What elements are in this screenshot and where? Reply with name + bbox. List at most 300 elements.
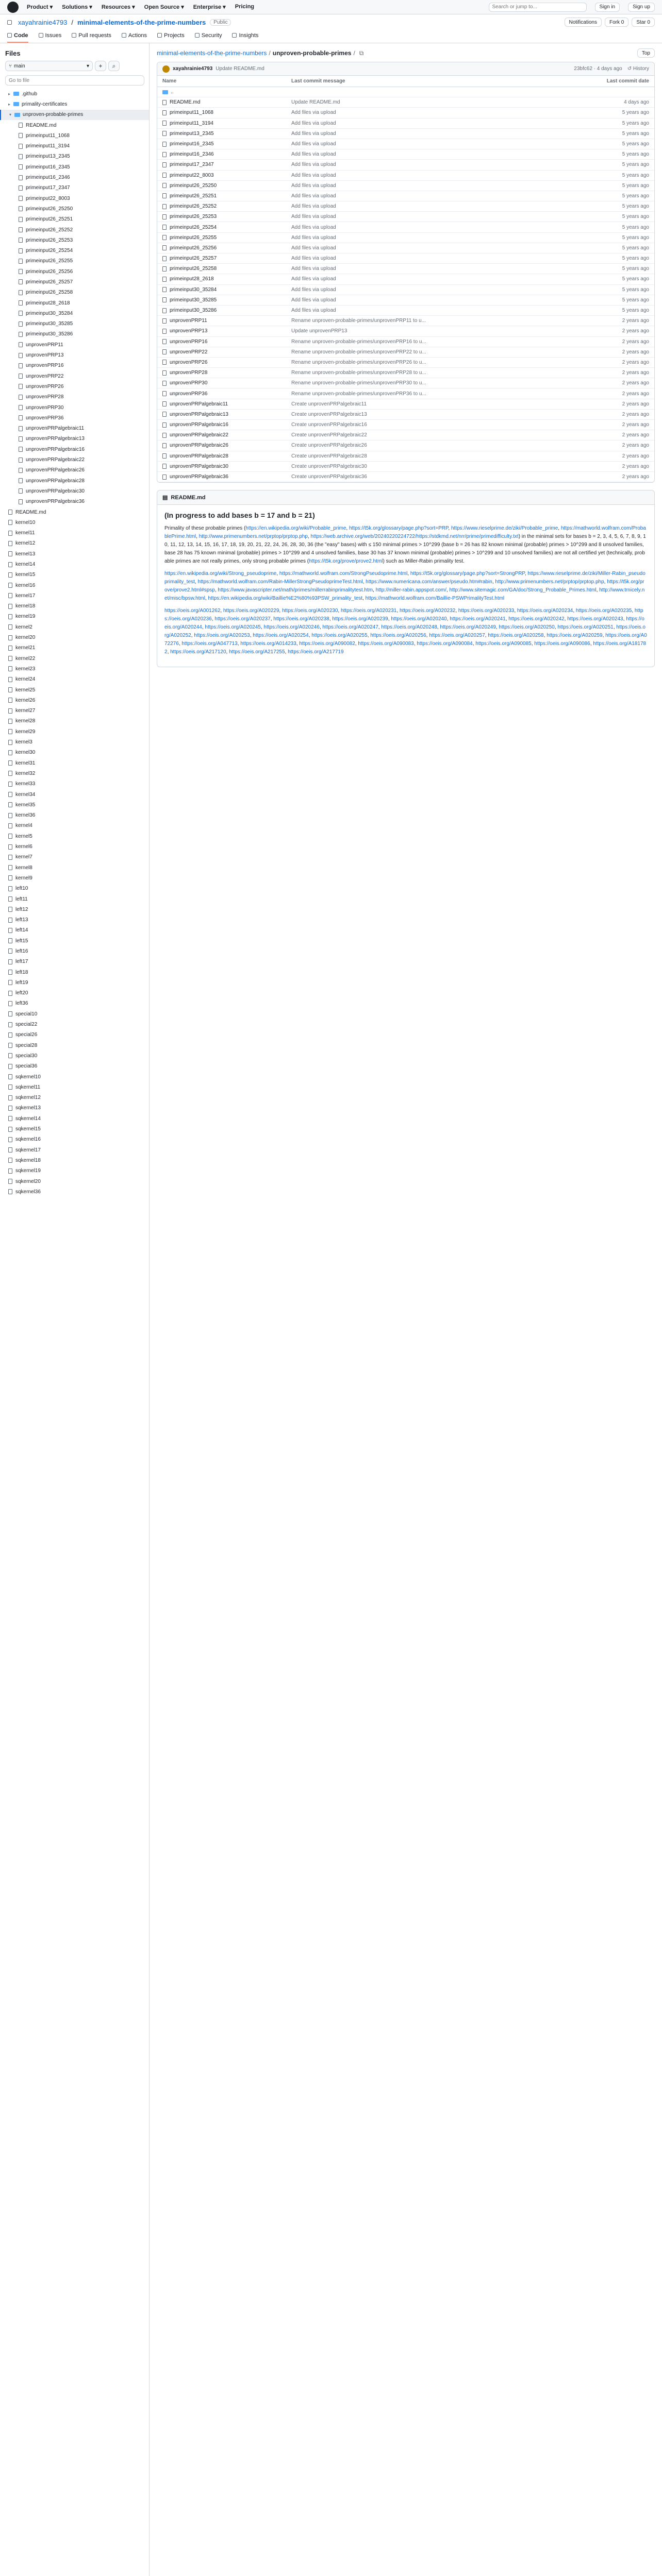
tree-item[interactable] — [0, 821, 149, 831]
breadcrumb-repo-link[interactable]: minimal-elements-of-the-prime-numbers — [157, 49, 267, 57]
table-row[interactable] — [157, 347, 654, 358]
readme-link[interactable]: https://oeis.org/A020257 — [429, 633, 485, 639]
file-commit-message[interactable]: Create unprovenPRPalgebraic13 — [291, 411, 367, 417]
readme-link[interactable]: https://www.numericana.com/answer/pseudo.htm#rabin — [366, 579, 492, 585]
file-name-cell[interactable] — [162, 422, 291, 428]
tree-item[interactable] — [0, 768, 149, 778]
tree-item[interactable] — [0, 831, 149, 841]
file-commit-message[interactable]: Update README.md — [291, 99, 340, 106]
table-row[interactable] — [157, 139, 654, 149]
tree-item[interactable] — [0, 340, 149, 350]
tree-item[interactable] — [0, 235, 149, 245]
readme-link[interactable]: https://t5k.org/glossary/page.php?sort=StrongPRP — [410, 571, 525, 577]
file-name-cell[interactable] — [162, 131, 291, 137]
file-name-cell[interactable] — [162, 443, 291, 448]
file-commit-message[interactable]: Add files via upload — [291, 162, 336, 168]
tree-item[interactable] — [0, 245, 149, 256]
tree-item[interactable] — [0, 998, 149, 1009]
readme-link[interactable]: https://en.wikipedia.org/wiki/Probable_prime — [245, 526, 346, 532]
tree-item[interactable] — [0, 957, 149, 967]
table-row[interactable] — [157, 295, 654, 306]
file-commit-message[interactable]: Add files via upload — [291, 276, 336, 282]
table-row[interactable] — [157, 472, 654, 482]
readme-link[interactable]: https://oeis.org/A020258 — [488, 633, 544, 639]
table-row[interactable] — [157, 191, 654, 201]
table-row[interactable] — [157, 222, 654, 232]
readme-link[interactable]: https://oeis.org/A020255 — [311, 633, 368, 639]
tab-pull-requests[interactable] — [72, 32, 111, 43]
tab-issues[interactable] — [39, 32, 62, 43]
tree-item[interactable] — [0, 141, 149, 151]
tree-item[interactable] — [0, 1072, 149, 1082]
file-commit-message[interactable]: Create unprovenPRPalgebraic22 — [291, 432, 367, 438]
readme-link[interactable]: https://oeis.org/A072276 — [164, 633, 647, 647]
table-row[interactable] — [157, 358, 654, 368]
file-commit-message[interactable]: Add files via upload — [291, 110, 336, 116]
sign-up-button[interactable]: Sign up — [628, 3, 655, 12]
readme-link[interactable]: https://oeis.org/A047713 — [181, 641, 238, 647]
tree-item[interactable] — [0, 549, 149, 559]
tree-item[interactable] — [0, 434, 149, 444]
tree-item[interactable] — [0, 256, 149, 266]
file-commit-message[interactable]: Add files via upload — [291, 224, 336, 230]
file-commit-message[interactable]: Create unprovenPRPalgebraic30 — [291, 463, 367, 469]
tree-item[interactable] — [0, 329, 149, 340]
file-name-cell[interactable] — [162, 245, 291, 251]
tree-item[interactable] — [0, 977, 149, 988]
readme-link[interactable]: https://oeis.org/A001262 — [164, 608, 221, 614]
readme-link[interactable]: https://oeis.org/A020253 — [194, 633, 250, 639]
tree-item[interactable] — [0, 862, 149, 873]
readme-link[interactable]: https://oeis.org/A014233 — [240, 641, 296, 647]
branch-select-button[interactable] — [5, 61, 93, 71]
readme-link[interactable]: https://mathworld.wolfram.com/Baillie-PSWPrimalityTest.html — [365, 596, 505, 602]
readme-link[interactable]: http://www.sitemagic.com/GA/doc/Strong_Probable_Primes.html — [449, 587, 597, 594]
tree-item[interactable] — [0, 1113, 149, 1124]
tree-item[interactable] — [0, 758, 149, 768]
file-name-cell[interactable] — [162, 349, 291, 355]
readme-link[interactable]: https://oeis.org/A020244 — [164, 616, 644, 631]
tree-item[interactable] — [0, 1187, 149, 1197]
file-commit-message[interactable]: Add files via upload — [291, 286, 336, 293]
table-row[interactable] — [157, 118, 654, 129]
table-row[interactable] — [157, 399, 654, 410]
tree-item[interactable] — [0, 1050, 149, 1061]
history-link[interactable] — [627, 66, 649, 72]
file-name-cell[interactable] — [162, 162, 291, 167]
tree-item[interactable] — [0, 612, 149, 622]
file-name-cell[interactable] — [162, 99, 291, 105]
tree-item[interactable] — [0, 590, 149, 601]
tree-item[interactable] — [0, 151, 149, 162]
file-name-cell[interactable] — [162, 235, 291, 241]
tree-item[interactable] — [0, 779, 149, 789]
readme-link[interactable]: https://en.wikipedia.org/wiki/Baillie%E2%80%93PSW_primality_test — [208, 596, 363, 602]
tree-item[interactable] — [0, 1093, 149, 1103]
tree-item[interactable] — [0, 1166, 149, 1176]
tree-item[interactable] — [0, 904, 149, 914]
readme-link[interactable]: https://oeis.org/A020235 — [575, 608, 632, 614]
tree-item[interactable] — [0, 737, 149, 747]
readme-link[interactable]: https://oeis.org/A020233 — [458, 608, 515, 614]
tree-item[interactable] — [0, 298, 149, 308]
commit-author[interactable]: xayahrainie4793 — [173, 66, 213, 72]
file-commit-message[interactable]: Add files via upload — [291, 151, 336, 158]
readme-link[interactable]: https://oeis.org/A020238 — [273, 616, 329, 622]
tree-item[interactable] — [0, 287, 149, 298]
file-name-cell[interactable] — [162, 204, 291, 209]
readme-link[interactable]: https://oeis.org/A020245 — [205, 624, 261, 631]
tree-item[interactable] — [0, 465, 149, 476]
table-row[interactable] — [157, 253, 654, 264]
readme-link[interactable]: https://oeis.org/A020250 — [499, 624, 555, 631]
table-row[interactable] — [157, 97, 654, 108]
tree-item[interactable] — [0, 841, 149, 852]
file-commit-message[interactable]: Add files via upload — [291, 193, 336, 199]
readme-link[interactable]: https://oeis.org/A020246 — [263, 624, 320, 631]
file-name-cell[interactable] — [162, 266, 291, 272]
readme-link[interactable]: https://oeis.org/A020239 — [332, 616, 388, 622]
table-row[interactable] — [157, 368, 654, 378]
tree-item[interactable] — [0, 277, 149, 287]
file-commit-message[interactable]: Update unprovenPRP13 — [291, 328, 347, 334]
tree-item[interactable] — [0, 528, 149, 538]
tree-item[interactable] — [0, 538, 149, 549]
tree-item[interactable] — [0, 1019, 149, 1029]
table-row[interactable] — [157, 171, 654, 181]
table-row[interactable] — [157, 201, 654, 212]
tab-projects[interactable] — [157, 32, 185, 43]
readme-link[interactable]: https://t5k.org/prove/prove2.html#spsp — [164, 579, 644, 594]
file-commit-message[interactable]: Create unprovenPRPalgebraic36 — [291, 474, 367, 480]
file-commit-message[interactable]: Add files via upload — [291, 120, 336, 126]
file-commit-message[interactable]: Rename unproven-probable-primes/unprovenPRP26 to u... — [291, 359, 426, 365]
github-logo-icon[interactable] — [7, 2, 19, 13]
repo-name-link[interactable]: minimal-elements-of-the-prime-numbers — [77, 18, 206, 26]
readme-link[interactable]: https://oeis.org/A090082 — [299, 641, 355, 647]
readme-link[interactable]: https://oeis.org/A020236 — [164, 608, 643, 622]
tree-item[interactable] — [0, 706, 149, 716]
tree-item[interactable] — [0, 444, 149, 454]
file-commit-message[interactable]: Add files via upload — [291, 214, 336, 220]
readme-link[interactable]: https://oeis.org/A217719 — [288, 649, 344, 655]
tree-item[interactable] — [0, 319, 149, 329]
tree-item[interactable] — [0, 1040, 149, 1050]
tree-item[interactable] — [0, 1134, 149, 1145]
tree-item[interactable] — [0, 1061, 149, 1072]
file-name-cell[interactable] — [162, 151, 291, 157]
file-name-cell[interactable] — [162, 360, 291, 365]
tree-item[interactable] — [0, 402, 149, 413]
tab-insights[interactable] — [232, 32, 258, 43]
readme-link[interactable]: https://oeis.org/A181782 — [164, 641, 647, 655]
readme-link[interactable]: https://oeis.org/A020230 — [282, 608, 338, 614]
table-row[interactable] — [157, 243, 654, 253]
tree-item[interactable] — [0, 967, 149, 977]
file-name-cell[interactable] — [162, 308, 291, 313]
avatar[interactable] — [162, 65, 170, 73]
file-name-cell[interactable] — [162, 412, 291, 417]
readme-tab[interactable]: README.md — [171, 494, 206, 501]
tree-item[interactable] — [0, 988, 149, 998]
tree-item[interactable] — [0, 622, 149, 632]
tree-item[interactable] — [0, 810, 149, 820]
tree-item[interactable] — [0, 110, 149, 120]
tree-item[interactable] — [0, 726, 149, 737]
table-row[interactable] — [157, 326, 654, 336]
repo-owner-link[interactable]: xayahrainie4793 — [18, 18, 68, 26]
table-row[interactable] — [157, 149, 654, 160]
file-name-cell[interactable] — [162, 328, 291, 334]
tree-item[interactable] — [0, 204, 149, 214]
tree-item[interactable] — [0, 748, 149, 758]
tree-item[interactable] — [0, 789, 149, 800]
tree-item[interactable] — [0, 1124, 149, 1134]
file-commit-message[interactable]: Add files via upload — [291, 172, 336, 178]
nav-open-source[interactable]: Open Source ▾ — [144, 4, 184, 10]
table-row[interactable] — [157, 410, 654, 420]
readme-link[interactable]: https://oeis.org/A020247 — [322, 624, 378, 631]
tab-security[interactable] — [195, 32, 222, 43]
file-commit-message[interactable]: Add files via upload — [291, 297, 336, 303]
tree-item[interactable] — [0, 914, 149, 925]
readme-link[interactable]: https://www.rieselprime.de/ziki/Probable_prime — [451, 526, 558, 532]
commit-hash[interactable]: 23bfc62 · 4 days ago — [574, 66, 622, 72]
file-name-cell[interactable] — [162, 287, 291, 293]
tree-item[interactable] — [0, 517, 149, 528]
readme-link[interactable]: https://mathworld.wolfram.com/Rabin-MillerStrongPseudoprimeTest.html — [197, 579, 363, 585]
readme-link[interactable]: https://oeis.org/A020241 — [450, 616, 506, 622]
readme-link[interactable]: https://oeis.org/A020251 — [557, 624, 614, 631]
tree-item[interactable] — [0, 873, 149, 883]
readme-link[interactable]: http://www.trnicely.net/misc/bpsw.html — [164, 587, 645, 602]
tree-item[interactable] — [0, 266, 149, 277]
table-row[interactable] — [157, 430, 654, 440]
file-name-cell[interactable] — [162, 256, 291, 261]
tree-item[interactable] — [0, 936, 149, 946]
nav-solutions[interactable]: Solutions ▾ — [62, 4, 92, 10]
table-row[interactable] — [157, 160, 654, 170]
file-name-cell[interactable] — [162, 173, 291, 178]
readme-link[interactable]: https://oeis.org/A020243 — [567, 616, 623, 622]
copy-path-icon[interactable]: ⧉ — [359, 49, 364, 57]
readme-link[interactable]: https://oeis.org/A020232 — [399, 608, 456, 614]
table-row[interactable] — [157, 337, 654, 347]
readme-link[interactable]: https://oeis.org/A090083 — [358, 641, 414, 647]
tree-item[interactable] — [0, 172, 149, 182]
readme-link[interactable]: https://oeis.org/A020237 — [214, 616, 271, 622]
search-files-button[interactable] — [108, 61, 120, 71]
tree-item[interactable] — [0, 716, 149, 726]
file-commit-message[interactable]: Add files via upload — [291, 234, 336, 241]
tree-item[interactable] — [0, 454, 149, 465]
tree-item[interactable] — [0, 580, 149, 590]
tree-item[interactable] — [0, 507, 149, 517]
file-commit-message[interactable]: Create unprovenPRPalgebraic26 — [291, 443, 367, 449]
file-commit-message[interactable]: Add files via upload — [291, 245, 336, 251]
fork-button[interactable]: Fork 0 — [605, 18, 628, 27]
tree-item[interactable] — [0, 800, 149, 810]
readme-link[interactable]: https://oeis.org/A217120 — [170, 649, 226, 655]
sign-in-button[interactable]: Sign in — [595, 3, 620, 12]
notifications-button[interactable]: Notifications — [565, 18, 602, 27]
nav-enterprise[interactable]: Enterprise ▾ — [193, 4, 226, 10]
file-name-cell[interactable] — [162, 391, 291, 397]
top-button[interactable]: Top — [637, 48, 655, 58]
tree-item[interactable] — [0, 413, 149, 423]
file-name-cell[interactable] — [162, 121, 291, 126]
file-name-cell[interactable] — [162, 225, 291, 230]
file-name-cell[interactable] — [162, 276, 291, 282]
table-row[interactable] — [157, 451, 654, 462]
file-name-cell[interactable] — [162, 141, 291, 147]
file-commit-message[interactable]: Create unprovenPRPalgebraic11 — [291, 401, 367, 407]
tree-item[interactable] — [0, 570, 149, 580]
file-name-cell[interactable] — [162, 183, 291, 189]
tree-item[interactable] — [0, 894, 149, 904]
tree-item[interactable] — [0, 423, 149, 434]
readme-link[interactable]: http://miller-rabin.appspot.com/ — [375, 587, 446, 594]
tree-item[interactable] — [0, 1176, 149, 1187]
tree-item[interactable] — [0, 653, 149, 664]
readme-link[interactable]: https://web.archive.org/web/20240220224722/https://stdkmd.net/nrr/prime/primedifficulty.txt — [310, 534, 519, 540]
nav-product[interactable]: Product ▾ — [27, 4, 53, 10]
file-name-cell[interactable] — [162, 214, 291, 219]
readme-link[interactable]: https://oeis.org/A090086 — [534, 641, 590, 647]
tree-item[interactable] — [0, 350, 149, 360]
table-row[interactable] — [157, 129, 654, 139]
file-name-cell[interactable] — [162, 318, 291, 324]
tree-item[interactable] — [0, 852, 149, 862]
file-name-cell[interactable] — [162, 464, 291, 469]
tree-item[interactable] — [0, 685, 149, 695]
tree-item[interactable] — [0, 162, 149, 172]
file-commit-message[interactable]: Add files via upload — [291, 266, 336, 272]
tree-item[interactable] — [0, 559, 149, 569]
table-row[interactable] — [157, 108, 654, 118]
tree-item[interactable] — [0, 89, 149, 99]
file-commit-message[interactable]: Add files via upload — [291, 308, 336, 314]
readme-link[interactable]: https://t5k.org/prove/prove2.html — [309, 558, 383, 565]
file-commit-message[interactable]: Rename unproven-probable-primes/unprovenPRP22 to u... — [291, 349, 426, 355]
file-name-cell[interactable] — [162, 380, 291, 386]
readme-link[interactable]: https://oeis.org/A020234 — [517, 608, 573, 614]
file-commit-message[interactable]: Add files via upload — [291, 141, 336, 147]
tree-item[interactable] — [0, 392, 149, 402]
file-name-cell[interactable] — [162, 370, 291, 376]
readme-link[interactable]: https://oeis.org/A020240 — [391, 616, 447, 622]
tree-item[interactable] — [0, 130, 149, 141]
tree-item[interactable] — [0, 361, 149, 371]
readme-link[interactable]: https://oeis.org/A020229 — [223, 608, 279, 614]
file-name-cell[interactable] — [162, 89, 291, 95]
tree-item[interactable] — [0, 99, 149, 109]
table-row[interactable] — [157, 378, 654, 388]
tree-item[interactable] — [0, 1103, 149, 1113]
table-row[interactable] — [157, 316, 654, 326]
tree-item[interactable] — [0, 476, 149, 486]
file-commit-message[interactable]: Create unprovenPRPalgebraic16 — [291, 422, 367, 428]
go-to-file-input[interactable] — [5, 75, 144, 86]
tree-item[interactable] — [0, 695, 149, 705]
file-commit-message[interactable]: Rename unproven-probable-primes/unprovenPRP28 to u... — [291, 370, 426, 376]
tree-item[interactable] — [0, 371, 149, 381]
readme-link[interactable]: https://oeis.org/A020259 — [547, 633, 603, 639]
file-name-cell[interactable] — [162, 453, 291, 459]
readme-link[interactable]: https://en.wikipedia.org/wiki/Strong_pseudoprime — [164, 571, 277, 577]
tab-actions[interactable] — [122, 32, 147, 43]
commit-message[interactable]: Update README.md — [216, 66, 264, 72]
tree-item[interactable] — [0, 1030, 149, 1040]
tree-item[interactable] — [0, 1082, 149, 1092]
table-row[interactable] — [157, 420, 654, 430]
tree-item[interactable] — [0, 486, 149, 496]
table-row[interactable] — [157, 462, 654, 472]
readme-link[interactable]: https://www.javascripter.net/math/primes/millerrabinprimalitytest.htm — [218, 587, 373, 594]
global-search-input[interactable] — [489, 3, 587, 12]
table-row[interactable] — [157, 306, 654, 316]
star-button[interactable]: Star 0 — [632, 18, 655, 27]
tab-code[interactable] — [7, 32, 28, 43]
readme-link[interactable]: https://www.rieselprime.de/ziki/Miller-Rabin_pseudoprimality_test — [164, 571, 646, 585]
table-row[interactable] — [157, 388, 654, 399]
table-row[interactable] — [157, 264, 654, 274]
file-commit-message[interactable]: Add files via upload — [291, 256, 336, 262]
file-name-cell[interactable] — [162, 432, 291, 438]
file-name-cell[interactable] — [162, 110, 291, 115]
tree-item[interactable] — [0, 1155, 149, 1165]
tree-item[interactable] — [0, 664, 149, 674]
file-commit-message[interactable]: Rename unproven-probable-primes/unprovenPRP30 to u... — [291, 380, 426, 386]
file-name-cell[interactable] — [162, 339, 291, 345]
tree-item[interactable] — [0, 674, 149, 685]
tree-item[interactable] — [0, 120, 149, 130]
table-row[interactable] — [157, 285, 654, 295]
tree-item[interactable] — [0, 183, 149, 193]
table-row[interactable] — [157, 233, 654, 243]
file-commit-message[interactable]: Rename unproven-probable-primes/unprovenPRP36 to u... — [291, 391, 426, 397]
file-name-cell[interactable] — [162, 401, 291, 407]
tree-item[interactable] — [0, 632, 149, 642]
file-name-cell[interactable] — [162, 193, 291, 199]
file-commit-message[interactable]: Add files via upload — [291, 182, 336, 189]
tree-item[interactable] — [0, 643, 149, 653]
tree-item[interactable] — [0, 225, 149, 235]
file-commit-message[interactable]: Add files via upload — [291, 130, 336, 137]
tree-item[interactable] — [0, 946, 149, 956]
tree-item[interactable] — [0, 497, 149, 507]
file-commit-message[interactable]: Create unprovenPRPalgebraic28 — [291, 453, 367, 459]
tree-item[interactable] — [0, 1009, 149, 1019]
readme-link[interactable]: https://oeis.org/A020242 — [508, 616, 565, 622]
readme-link[interactable]: https://oeis.org/A020256 — [370, 633, 426, 639]
readme-link[interactable]: https://t5k.org/glossary/page.php?sort=PRP — [349, 526, 449, 532]
file-commit-message[interactable]: Rename unproven-probable-primes/unprovenPRP11 to u... — [291, 318, 426, 324]
tree-item[interactable] — [0, 308, 149, 318]
tree-item[interactable] — [0, 601, 149, 612]
table-row[interactable] — [157, 181, 654, 191]
readme-link[interactable]: http://www.primenumbers.net/prptop/prptop.php — [495, 579, 604, 585]
readme-link[interactable]: https://mathworld.wolfram.com/ProbablePrime.html — [164, 526, 646, 540]
nav-resources[interactable]: Resources ▾ — [101, 4, 135, 10]
file-name-cell[interactable] — [162, 297, 291, 303]
tree-item[interactable] — [0, 381, 149, 392]
readme-link[interactable]: https://oeis.org/A020254 — [253, 633, 309, 639]
tree-item[interactable] — [0, 925, 149, 936]
tree-item[interactable] — [0, 884, 149, 894]
file-name-cell[interactable] — [162, 474, 291, 480]
tree-item[interactable] — [0, 214, 149, 225]
